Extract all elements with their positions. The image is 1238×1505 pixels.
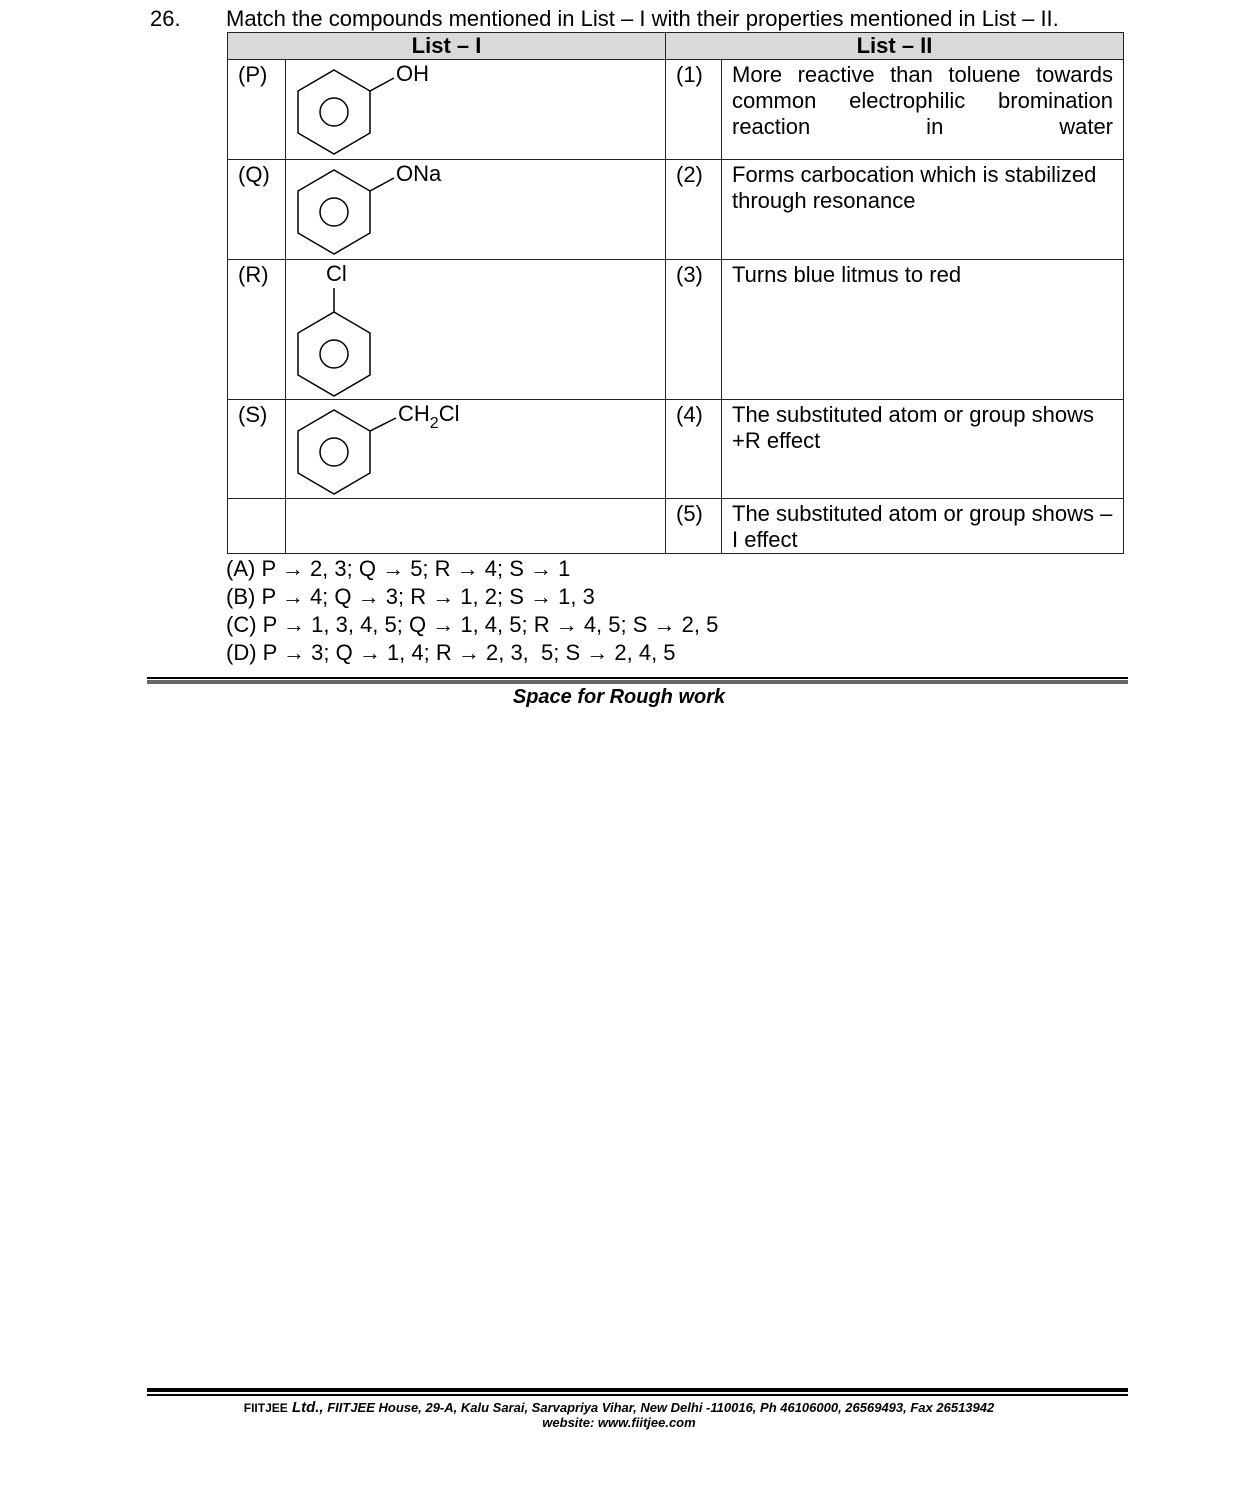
substituent-label: OH xyxy=(396,61,429,86)
substituent-tail: Cl xyxy=(438,401,460,426)
property-text xyxy=(722,400,1124,499)
property-desc: More reactive than toluene towards common electrophilic bromination reaction in water xyxy=(732,62,1114,139)
row-label: (P) xyxy=(228,60,286,160)
substituent-label xyxy=(398,401,460,432)
structure-cell xyxy=(286,260,666,400)
substituent-main: CH xyxy=(398,401,430,426)
list-one-header: List – I xyxy=(228,33,666,60)
row-label: (S) xyxy=(228,400,286,499)
option-a[interactable]: (A) P → 2, 3; Q → 5; R → 4; S → 1 xyxy=(226,556,571,581)
property-number: (1) xyxy=(666,60,722,160)
option-b[interactable]: (B) P → 4; Q → 3; R → 1, 2; S → 1, 3 xyxy=(226,584,595,609)
property-number: (5) xyxy=(666,499,722,554)
structure-cell xyxy=(286,499,666,554)
table-row xyxy=(228,260,1124,400)
chlorobenzene-structure xyxy=(286,260,665,398)
structure-cell xyxy=(286,160,666,260)
table-header-row xyxy=(228,33,1124,60)
table-row xyxy=(228,60,1124,160)
row-label xyxy=(228,499,286,554)
divider xyxy=(147,677,1128,679)
substituent-label: ONa xyxy=(396,161,442,186)
benzene-ring-icon xyxy=(286,160,666,258)
phenol-structure xyxy=(286,60,665,158)
structure-cell xyxy=(286,60,666,160)
question-text: Match the compounds mentioned in List – I with their properties mentioned in List – II. xyxy=(226,6,1059,31)
list-two-header: List – II xyxy=(666,33,1124,60)
benzene-ring-icon xyxy=(286,60,666,158)
footer-address-text: FIITJEE House, 29-A, Kalu Sarai, Sarvapriya Vihar, New Delhi -110016, Ph 46106000, 26569493, Fax 26513942 xyxy=(323,1400,995,1415)
sodium-phenoxide-structure xyxy=(286,160,665,258)
table-row xyxy=(228,160,1124,260)
row-label: (Q) xyxy=(228,160,286,260)
footer-divider xyxy=(147,1388,1128,1392)
footer-website: website: www.fiitjee.com xyxy=(542,1415,696,1430)
property-text xyxy=(722,60,1124,160)
answer-options xyxy=(226,555,718,667)
structure-cell xyxy=(286,400,666,499)
option-c[interactable]: (C) P → 1, 3, 4, 5; Q → 1, 4, 5; R → 4, 5; S → 2, 5 xyxy=(226,612,719,637)
table-row xyxy=(228,400,1124,499)
table-row xyxy=(228,499,1124,554)
footer-divider xyxy=(147,1394,1128,1396)
option-d[interactable]: (D) P → 3; Q → 1, 4; R → 2, 3, 5; S → 2, 4, 5 xyxy=(226,640,676,665)
benzyl-chloride-structure xyxy=(286,400,665,497)
property-desc: The substituted atom or group shows +R effect xyxy=(732,402,1094,453)
property-desc: Forms carbocation which is stabilized through resonance xyxy=(732,162,1097,213)
divider xyxy=(147,680,1128,684)
property-number: (2) xyxy=(666,160,722,260)
benzene-ring-icon xyxy=(286,400,666,497)
property-desc: Turns blue litmus to red xyxy=(732,262,962,287)
property-text xyxy=(722,499,1124,554)
match-table xyxy=(227,32,1124,554)
property-text xyxy=(722,160,1124,260)
property-number: (3) xyxy=(666,260,722,400)
property-number: (4) xyxy=(666,400,722,499)
property-text xyxy=(722,260,1124,400)
footer-address xyxy=(0,1399,1238,1416)
row-label: (R) xyxy=(228,260,286,400)
footer-brand: FIITJEE xyxy=(243,1401,288,1415)
substituent-label: Cl xyxy=(326,261,347,286)
footer-ltd: Ltd., xyxy=(287,1399,324,1416)
property-desc: The substituted atom or group shows –I effect xyxy=(732,501,1113,552)
question-number: 26. xyxy=(150,6,181,31)
substituent-subscript: 2 xyxy=(429,415,439,432)
rough-work-label: Space for Rough work xyxy=(512,686,726,708)
